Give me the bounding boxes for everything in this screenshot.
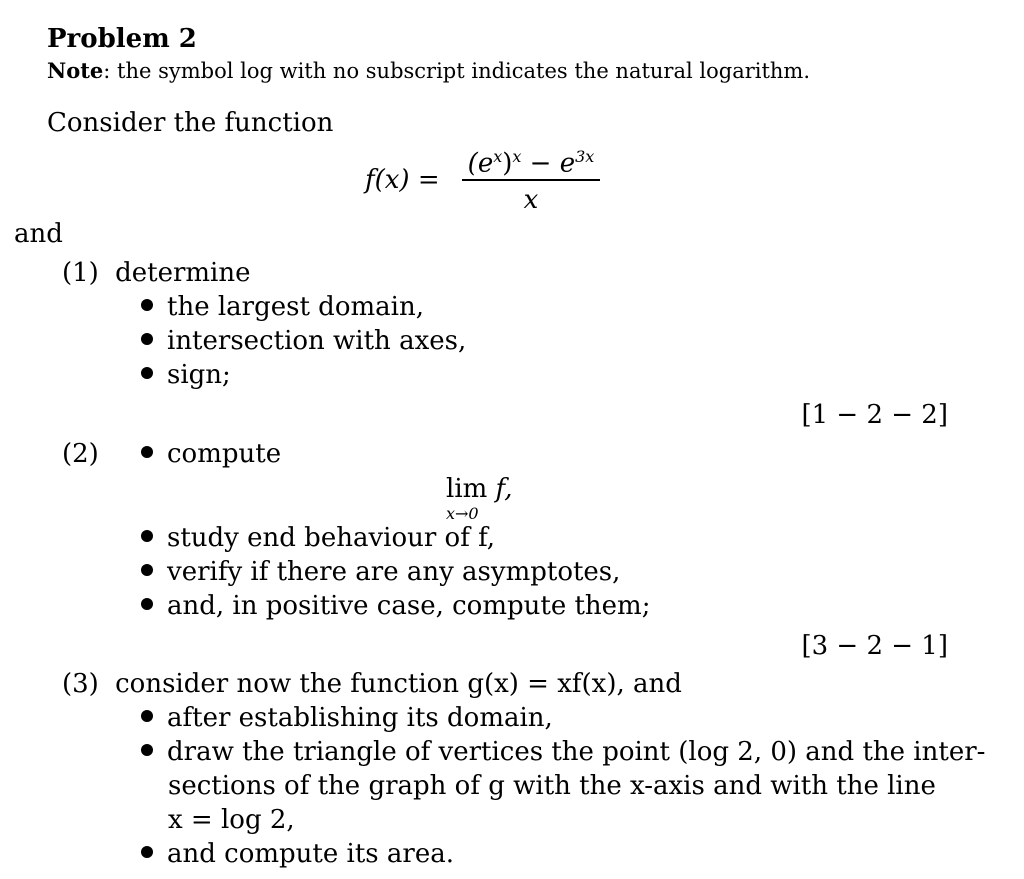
list-item-continuation: x = log 2, (168, 805, 295, 835)
fraction-bar (462, 179, 600, 181)
bullet-icon (141, 598, 153, 610)
note (47, 58, 810, 83)
formula-denominator: x (523, 185, 539, 215)
list-item-continuation: sections of the graph of g with the x-axis and with the line (168, 771, 936, 801)
and-text: and (14, 219, 63, 249)
formula-fraction (462, 140, 600, 213)
note-label: Note (47, 58, 104, 83)
formula-lhs: f(x) = (365, 165, 440, 195)
limit-expression: lim x→0 f, (446, 474, 513, 523)
list-item: and, in positive case, compute them; (141, 591, 650, 621)
item-1 (62, 258, 251, 288)
list-item: sign; (141, 360, 231, 390)
list-item: study end behaviour of f, (141, 523, 495, 553)
bullet-icon (141, 333, 153, 345)
limit-subscript: x→0 (446, 504, 479, 523)
item-1-points: [1 − 2 − 2] (801, 400, 948, 430)
list-item: compute (141, 439, 281, 469)
list-item: intersection with axes, (141, 326, 466, 356)
bullet-icon (141, 367, 153, 379)
bullet-icon (141, 710, 153, 722)
item-3 (62, 669, 682, 699)
list-item: the largest domain, (141, 292, 424, 322)
list-item: verify if there are any asymptotes, (141, 557, 620, 587)
bullet-icon (141, 744, 153, 756)
item-3-lead: consider now the function g(x) = xf(x), and (115, 669, 682, 699)
bullet-icon (141, 530, 153, 542)
bullet-icon (141, 299, 153, 311)
bullet-icon (141, 846, 153, 858)
intro-text: Consider the function (47, 108, 334, 138)
bullet-icon (141, 564, 153, 576)
item-3-number: (3) (62, 669, 99, 699)
item-2-points: [3 − 2 − 1] (801, 631, 948, 661)
list-item: and compute its area. (141, 839, 454, 869)
item-1-lead: determine (115, 258, 251, 288)
note-text: : the symbol log with no subscript indicates the natural logarithm. (103, 59, 811, 83)
list-item: draw the triangle of vertices the point (log 2, 0) and the inter- (141, 737, 985, 767)
item-1-number: (1) (62, 258, 99, 288)
bullet-icon (141, 446, 153, 458)
list-item: after establishing its domain, (141, 703, 553, 733)
problem-title: Problem 2 (47, 24, 197, 54)
item-2-number: (2) (62, 439, 99, 469)
formula-numerator: $(e^x)^x - e^{3x}$ (467, 147, 595, 179)
